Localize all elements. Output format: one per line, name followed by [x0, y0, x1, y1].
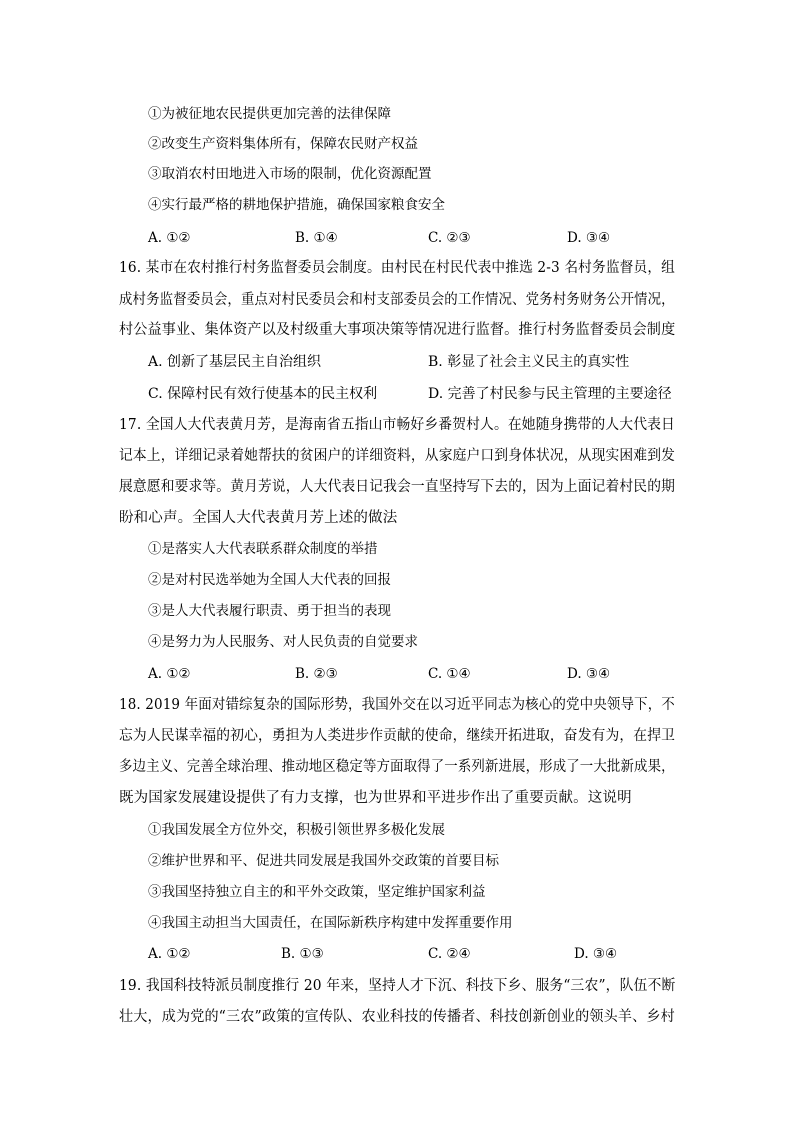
q18-option-b: B. ①③ [281, 946, 324, 962]
q17-line-1: 17. 全国人大代表黄月芳，是海南省五指山市畅好乡番贺村人。在她随身携带的人大代表日 [119, 417, 675, 433]
q15-item-4: ④实行最严格的耕地保护措施，确保国家粮食安全 [148, 197, 445, 213]
q16-option-b: B. 彰显了社会主义民主的真实性 [428, 354, 630, 370]
q18-item-4: ④我国主动担当大国责任，在国际新秩序构建中发挥重要作用 [148, 915, 513, 931]
q17-option-c: C. ①④ [428, 666, 471, 682]
q16-line-3: 村公益事业、集体资产以及村级重大事项决策等情况进行监督。推行村务监督委员会制度 [119, 322, 676, 338]
q16-line-2: 成村务监督委员会，重点对村民委员会和村支部委员会的工作情况、党务村务财务公开情况， [119, 292, 675, 308]
q18-line-1: 18. 2019 年面对错综复杂的国际形势，我国外交在以习近平同志为核心的党中央领导下，不 [119, 697, 675, 713]
q16-option-d: D. 完善了村民参与民主管理的主要途径 [428, 386, 672, 402]
q18-line-3: 多边主义、完善全球治理、推动地区稳定等方面取得了一系列新进展，形成了一大批新成果， [119, 759, 675, 775]
q17-option-d: D. ③④ [567, 666, 611, 682]
q15-item-3: ③取消农村田地进入市场的限制，优化资源配置 [148, 166, 432, 182]
q18-line-2: 忘为人民谋幸福的初心，勇担为人类进步作贡献的使命，继续开拓进取，奋发有为，在捍卫 [119, 728, 675, 744]
q17-item-3: ③是人大代表履行职责、勇于担当的表现 [148, 603, 391, 619]
q17-line-3: 展意愿和要求等。黄月芳说，人大代表日记我会一直坚持写下去的，因为上面记着村民的期 [119, 479, 675, 495]
q18-option-a: A. ①② [148, 946, 191, 962]
q15-item-1: ①为被征地农民提供更加完善的法律保障 [148, 106, 391, 122]
q15-option-c: C. ②③ [428, 230, 471, 246]
q17-item-4: ④是努力为人民服务、对人民负责的自觉要求 [148, 634, 418, 650]
q16-option-a: A. 创新了基层民主自治组织 [148, 354, 322, 370]
q19-line-1: 19. 我国科技特派员制度推行 20 年来，坚持人才下沉、科技下乡、服务“三农”，队伍不断 [119, 978, 676, 994]
q15-option-b: B. ①④ [295, 230, 338, 246]
q17-option-b: B. ②③ [295, 666, 338, 682]
q18-option-c: C. ②④ [428, 946, 471, 962]
q18-line-4: 既为国家发展建设提供了有力支撑，也为世界和平进步作出了重要贡献。这说明 [119, 790, 632, 806]
q15-option-d: D. ③④ [567, 230, 611, 246]
q17-item-2: ②是对村民选举她为全国人大代表的回报 [148, 572, 391, 588]
q16-option-c: C. 保障村民有效行使基本的民主权利 [148, 386, 378, 402]
q18-item-1: ①我国发展全方位外交，积极引领世界多极化发展 [148, 822, 445, 838]
q15-option-a: A. ①② [148, 230, 191, 246]
q17-option-a: A. ①② [148, 666, 191, 682]
q15-item-2: ②改变生产资料集体所有，保障农民财产权益 [148, 136, 418, 152]
q17-line-2: 记本上，详细记录着她帮扶的贫困户的详细资料，从家庭户口到身体状况，从现实困难到发 [119, 448, 675, 464]
q16-line-1: 16. 某市在农村推行村务监督委员会制度。由村民在村民代表中推选 2-3 名村务监督员，组 [119, 260, 675, 276]
q17-line-4: 盼和心声。全国人大代表黄月芳上述的做法 [119, 510, 398, 526]
q19-line-2: 壮大，成为党的“三农”政策的宣传队、农业科技的传播者、科技创新创业的领头羊、乡村 [119, 1009, 675, 1025]
q17-item-1: ①是落实人大代表联系群众制度的举措 [148, 541, 378, 557]
q18-option-d: D. ③④ [574, 946, 618, 962]
q18-item-2: ②维护世界和平、促进共同发展是我国外交政策的首要目标 [148, 853, 499, 869]
q18-item-3: ③我国坚持独立自主的和平外交政策，坚定维护国家利益 [148, 884, 486, 900]
